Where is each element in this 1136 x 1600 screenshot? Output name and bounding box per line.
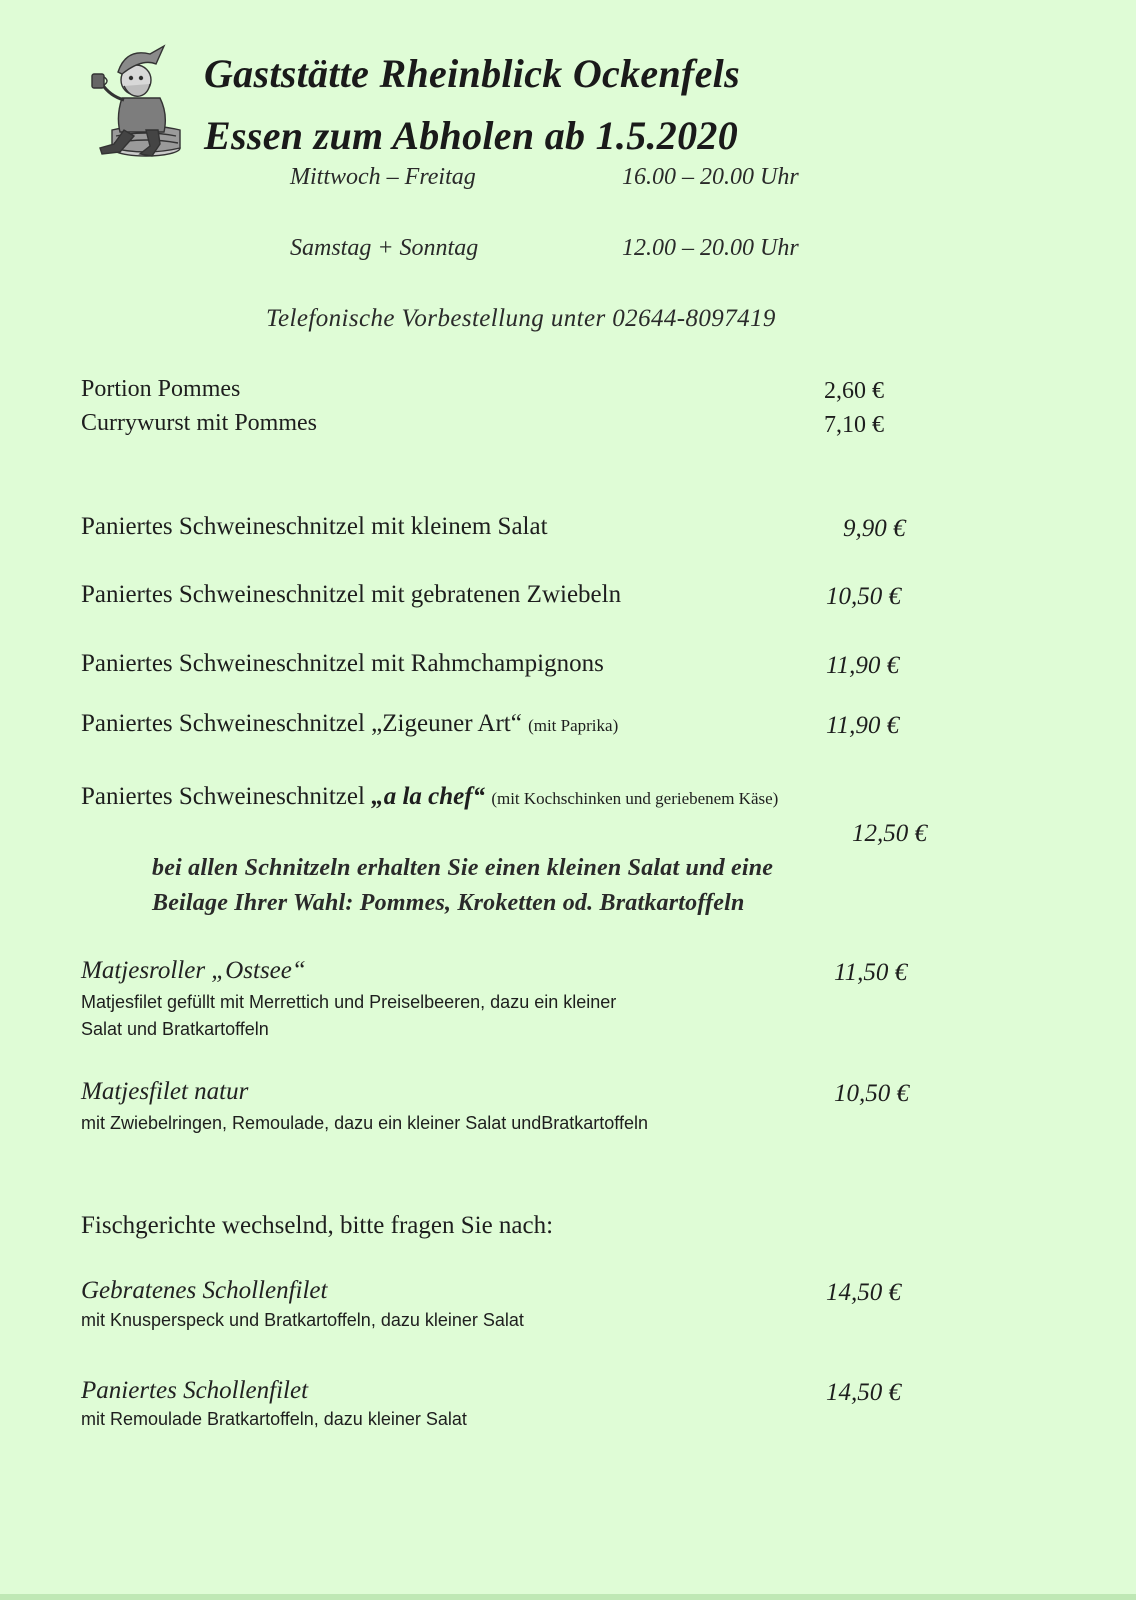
menu-item-price: 14,50 €	[826, 1379, 901, 1406]
schnitzel-note: Beilage Ihrer Wahl: Pommes, Kroketten od. Bratkartoffeln	[152, 890, 745, 916]
menu-item-price: 10,50 €	[834, 1080, 909, 1107]
menu-item-price: 7,10 €	[824, 412, 884, 438]
scan-edge	[0, 1594, 1136, 1600]
menu-item-desc: mit Zwiebelringen, Remoulade, dazu ein kleiner Salat undBratkartoffeln	[81, 1113, 648, 1133]
menu-item-special: „a la chef“	[371, 783, 486, 810]
menu-item-desc: Salat und Bratkartoffeln	[81, 1019, 269, 1039]
menu-item-price: 9,90 €	[843, 515, 906, 542]
menu-item-price: 2,60 €	[824, 378, 884, 404]
menu-item-price: 11,90 €	[826, 652, 900, 679]
menu-item-name: Portion Pommes	[81, 376, 241, 402]
hours-weekend-days: Samstag + Sonntag	[290, 235, 479, 261]
menu-item-price: 11,50 €	[834, 959, 908, 986]
menu-item-extra: (mit Kochschinken und geriebenem Käse)	[491, 789, 779, 808]
fish-heading: Fischgerichte wechselnd, bitte fragen Sie nach:	[81, 1212, 554, 1239]
menu-item-name: Paniertes Schweineschnitzel mit kleinem Salat	[81, 513, 548, 540]
menu-item-name: Matjesfilet natur	[81, 1078, 249, 1105]
hours-weekend-time: 12.00 – 20.00 Uhr	[622, 235, 799, 261]
menu-item-name: Paniertes Schweineschnitzel mit Rahmchampignons	[81, 650, 604, 677]
menu-item-price: 11,90 €	[826, 712, 900, 739]
menu-item-extra: (mit Paprika)	[528, 716, 619, 735]
schnitzel-note: bei allen Schnitzeln erhalten Sie einen kleinen Salat und eine	[152, 855, 774, 881]
menu-item-name-text: Paniertes Schweineschnitzel	[81, 783, 365, 810]
gnome-logo-icon	[80, 44, 188, 162]
hours-weekday-time: 16.00 – 20.00 Uhr	[622, 164, 799, 190]
phone-preorder-line: Telefonische Vorbestellung unter 02644-8097419	[266, 305, 776, 332]
page-subtitle: Essen zum Abholen ab 1.5.2020	[204, 113, 738, 158]
menu-item-name: Paniertes Schweineschnitzel mit gebratenen Zwiebeln	[81, 581, 622, 608]
menu-item-price: 10,50 €	[826, 583, 901, 610]
menu-item-price: 12,50 €	[852, 820, 927, 847]
menu-item-name: Currywurst mit Pommes	[81, 410, 318, 436]
menu-item-desc: mit Remoulade Bratkartoffeln, dazu kleiner Salat	[81, 1409, 467, 1429]
menu-item-name: Matjesroller „Ostsee“	[81, 957, 306, 984]
menu-item-price: 14,50 €	[826, 1279, 901, 1306]
menu-item-name	[81, 710, 618, 738]
menu-item-name-text: Paniertes Schweineschnitzel „Zigeuner Art“	[81, 710, 522, 737]
menu-item-name	[81, 783, 778, 811]
menu-item-name: Gebratenes Schollenfilet	[81, 1277, 328, 1304]
menu-item-name: Paniertes Schollenfilet	[81, 1377, 309, 1404]
menu-item-desc: Matjesfilet gefüllt mit Merrettich und Preiselbeeren, dazu ein kleiner	[81, 992, 617, 1012]
menu-item-desc: mit Knusperspeck und Bratkartoffeln, dazu kleiner Salat	[81, 1310, 524, 1330]
hours-weekday-days: Mittwoch – Freitag	[290, 164, 476, 190]
page-title: Gaststätte Rheinblick Ockenfels	[204, 51, 740, 96]
